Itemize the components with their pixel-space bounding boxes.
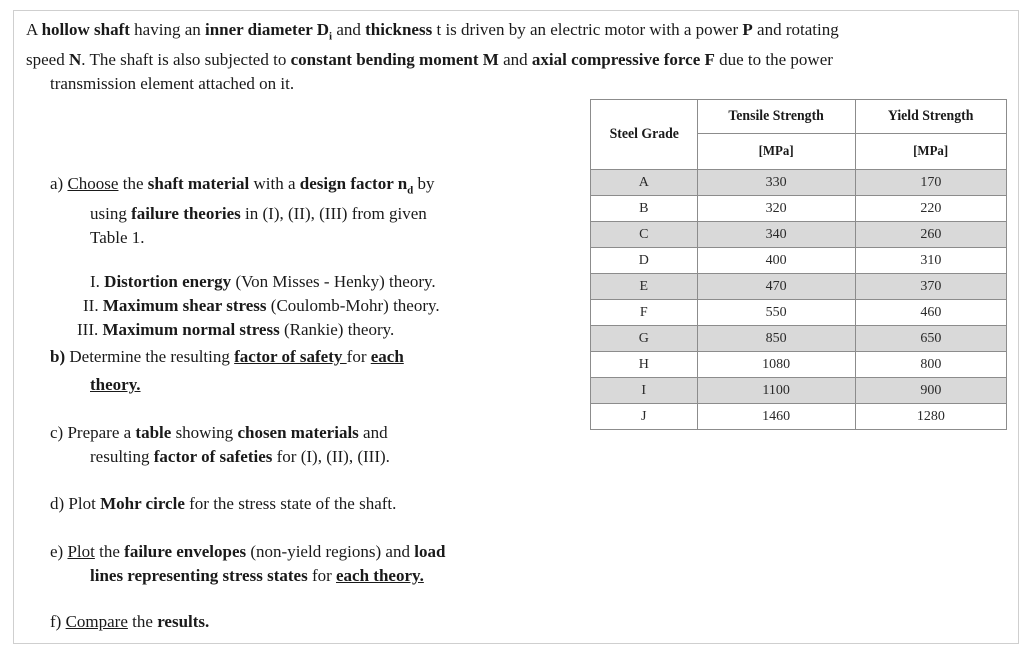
question-e: e) Plot the failure envelopes (non-yield regions) and load lines representing stress states for each theory.	[50, 542, 446, 585]
theory-list	[50, 270, 570, 342]
table-row	[591, 300, 1007, 326]
table-row	[591, 378, 1007, 404]
tensile-cell: 400	[697, 248, 855, 274]
theory-item: I. Distortion energy (Von Misses - Henky) theory.	[90, 272, 436, 291]
tensile-cell: 470	[697, 274, 855, 300]
tensile-cell: 850	[697, 326, 855, 352]
tensile-cell: 320	[697, 196, 855, 222]
table-row	[591, 222, 1007, 248]
intro-line-3: transmission element attached on it.	[50, 74, 295, 94]
tensile-cell: 340	[697, 222, 855, 248]
tensile-cell: 550	[697, 300, 855, 326]
steel-grade-table	[590, 99, 1007, 430]
tensile-cell: 330	[697, 170, 855, 196]
yield-cell: 370	[855, 274, 1006, 300]
grade-cell: J	[591, 404, 698, 430]
table-row	[591, 352, 1007, 378]
header-yield-unit: [MPa]	[861, 134, 1000, 170]
grade-cell: B	[591, 196, 698, 222]
header-tensile-strength: Tensile Strength	[703, 100, 849, 134]
header-tensile-unit: [MPa]	[703, 134, 849, 170]
table-row	[591, 326, 1007, 352]
intro-line-1: A hollow shaft having an inner diameter $D_i$ and thickness t is driven by an electric motor with a power P and rotating	[26, 20, 839, 43]
yield-cell: 800	[855, 352, 1006, 378]
table-row	[591, 248, 1007, 274]
tensile-cell: 1460	[697, 404, 855, 430]
table-row	[591, 196, 1007, 222]
question-c: c) Prepare a table showing chosen materials and resulting factor of safeties for (I), (II), (III).	[50, 423, 390, 466]
problem-statement	[26, 18, 1016, 96]
yield-cell: 460	[855, 300, 1006, 326]
tensile-cell: 1080	[697, 352, 855, 378]
table-row	[591, 404, 1007, 430]
theory-item: III. Maximum normal stress (Rankie) theory.	[77, 320, 395, 339]
question-a: a) Choose the shaft material with a design factor $n_d$ by using failure theories in (I), (II), (III) from given Table 1.	[50, 172, 435, 250]
question-b: b) Determine the resulting factor of safety for each theory.	[50, 347, 404, 394]
yield-cell: 260	[855, 222, 1006, 248]
yield-cell: 900	[855, 378, 1006, 404]
grade-cell: H	[591, 352, 698, 378]
table-row	[591, 170, 1007, 196]
grade-cell: F	[591, 300, 698, 326]
header-yield-strength: Yield Strength	[861, 100, 1000, 134]
theory-item: II. Maximum shear stress (Coulomb-Mohr) theory.	[83, 296, 440, 315]
yield-cell: 1280	[855, 404, 1006, 430]
yield-cell: 650	[855, 326, 1006, 352]
question-a-line-3: Table 1.	[90, 228, 145, 248]
tensile-cell: 1100	[697, 378, 855, 404]
grade-cell: G	[591, 326, 698, 352]
question-a-line-2: using failure theories in (I), (II), (III) from given	[90, 204, 427, 224]
question-f: f) Compare the results.	[50, 612, 210, 631]
grade-cell: A	[591, 170, 698, 196]
yield-cell: 170	[855, 170, 1006, 196]
yield-cell: 310	[855, 248, 1006, 274]
question-d: d) Plot Mohr circle for the stress state of the shaft.	[50, 494, 397, 513]
yield-cell: 220	[855, 196, 1006, 222]
grade-cell: E	[591, 274, 698, 300]
table-row	[591, 274, 1007, 300]
grade-cell: C	[591, 222, 698, 248]
intro-line-2: speed N. The shaft is also subjected to constant bending moment M and axial compressive force F due to the power	[26, 50, 833, 70]
grade-cell: D	[591, 248, 698, 274]
header-steel-grade: Steel Grade	[595, 100, 693, 170]
grade-cell: I	[591, 378, 698, 404]
